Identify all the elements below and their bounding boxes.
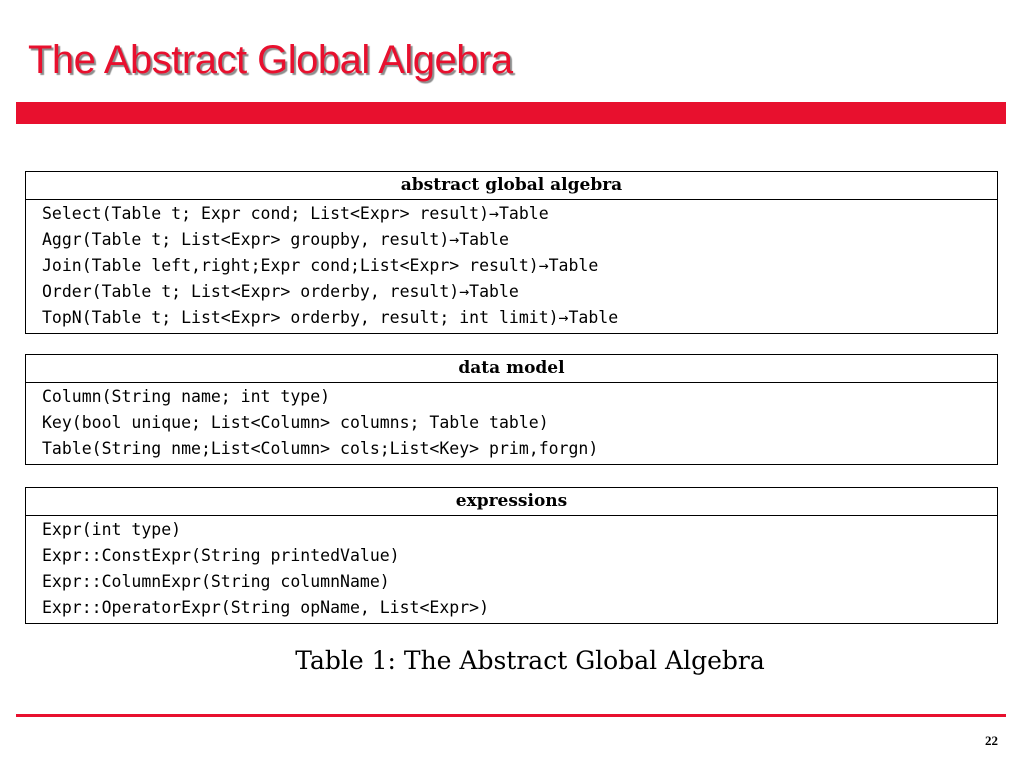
table-body: [26, 200, 997, 333]
table-body: [26, 516, 997, 623]
table-body: [26, 383, 997, 464]
table-caption: Table 1: The Abstract Global Algebra: [295, 646, 765, 675]
table-header: abstract global algebra: [26, 172, 997, 200]
code-line-operatorexpr: Expr::OperatorExpr(String opName, List<Expr>): [42, 598, 490, 617]
code-line-select: Select(Table t; Expr cond; List<Expr> result)→Table: [42, 204, 549, 223]
code-line-column: Column(String name; int type): [42, 387, 331, 406]
code-line-key: Key(bool unique; List<Column> columns; Table table): [42, 413, 549, 432]
table-header: data model: [26, 355, 997, 383]
footer-rule: [16, 714, 1006, 717]
code-line-expr: Expr(int type): [42, 520, 182, 539]
slide-title: The Abstract Global Algebra: [28, 38, 513, 82]
table-header: expressions: [26, 488, 997, 516]
table-expressions: [25, 487, 998, 624]
code-line-columnexpr: Expr::ColumnExpr(String columnName): [42, 572, 390, 591]
code-line-constexpr: Expr::ConstExpr(String printedValue): [42, 546, 400, 565]
code-line-topn: TopN(Table t; List<Expr> orderby, result; int limit)→Table: [42, 308, 619, 327]
code-line-aggr: Aggr(Table t; List<Expr> groupby, result)→Table: [42, 230, 509, 249]
title-underline-bar: [16, 102, 1006, 124]
table-data-model: [25, 354, 998, 465]
code-line-order: Order(Table t; List<Expr> orderby, result)→Table: [42, 282, 519, 301]
code-line-join: Join(Table left,right;Expr cond;List<Expr> result)→Table: [42, 256, 599, 275]
table-abstract-global-algebra: [25, 171, 998, 334]
code-line-table: Table(String nme;List<Column> cols;List<Key> prim,forgn): [42, 439, 599, 458]
page-number: 22: [985, 733, 998, 748]
